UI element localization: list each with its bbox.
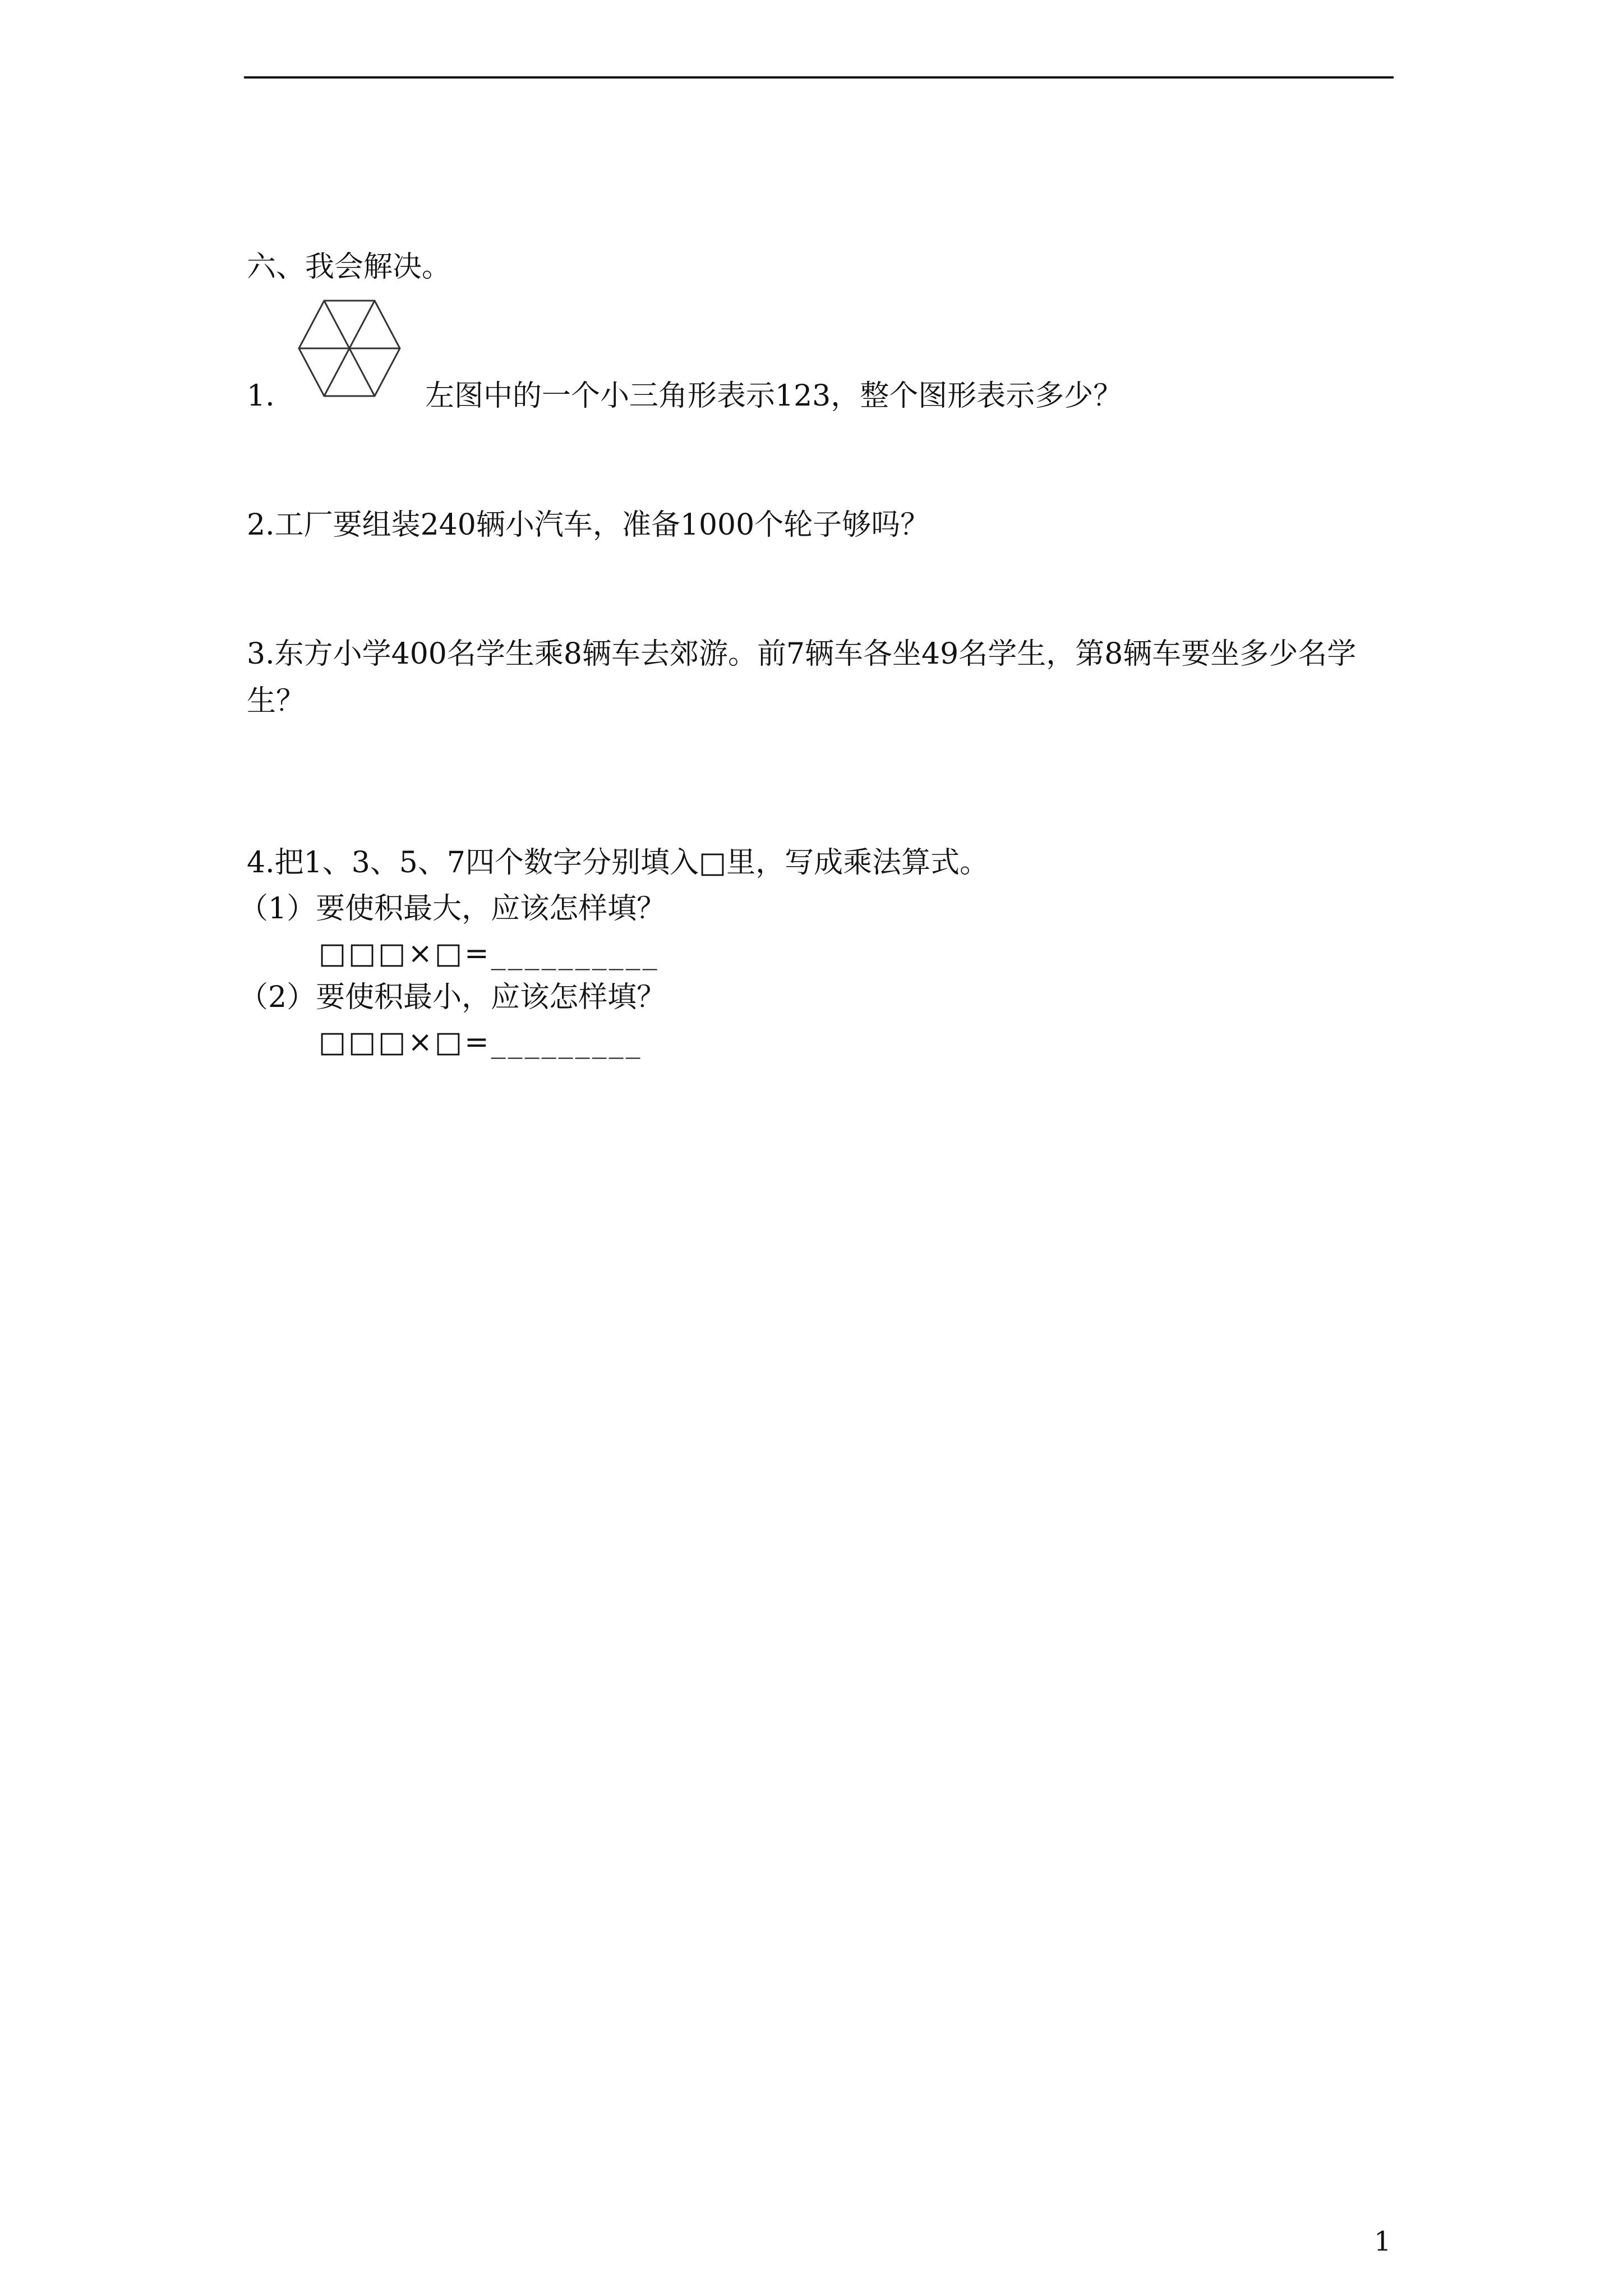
section-title: 六、我会解决。 (247, 250, 451, 284)
hexagon-diagram (296, 295, 403, 402)
q1-text: 左图中的一个小三角形表示123，整个图形表示多少？ (425, 379, 1123, 413)
q4-text: 4.把1、3、5、7四个数字分别填入□里，写成乘法算式。 (247, 846, 989, 880)
hexagon-figure (296, 295, 403, 402)
page-number: 1 (1374, 2226, 1391, 2257)
header-rule (244, 76, 1394, 79)
q1-number: 1. (247, 379, 275, 413)
q4-part1-formula: □□□×□=__________ (319, 937, 660, 970)
q3-text: 3.东方小学400名学生乘8辆车去郊游。前7辆车各坐49名学生，第8辆车要坐多少名学生？ (247, 637, 1357, 718)
q4-part2-label: （2）要使积最小，应该怎样填？ (239, 981, 666, 1014)
q4-part1-label: （1）要使积最大，应该怎样填？ (239, 892, 666, 926)
q2-text: 2.工厂要组装240辆小汽车，准备1000个轮子够吗？ (247, 508, 930, 542)
q4-part2-formula: □□□×□=_________ (319, 1025, 643, 1059)
